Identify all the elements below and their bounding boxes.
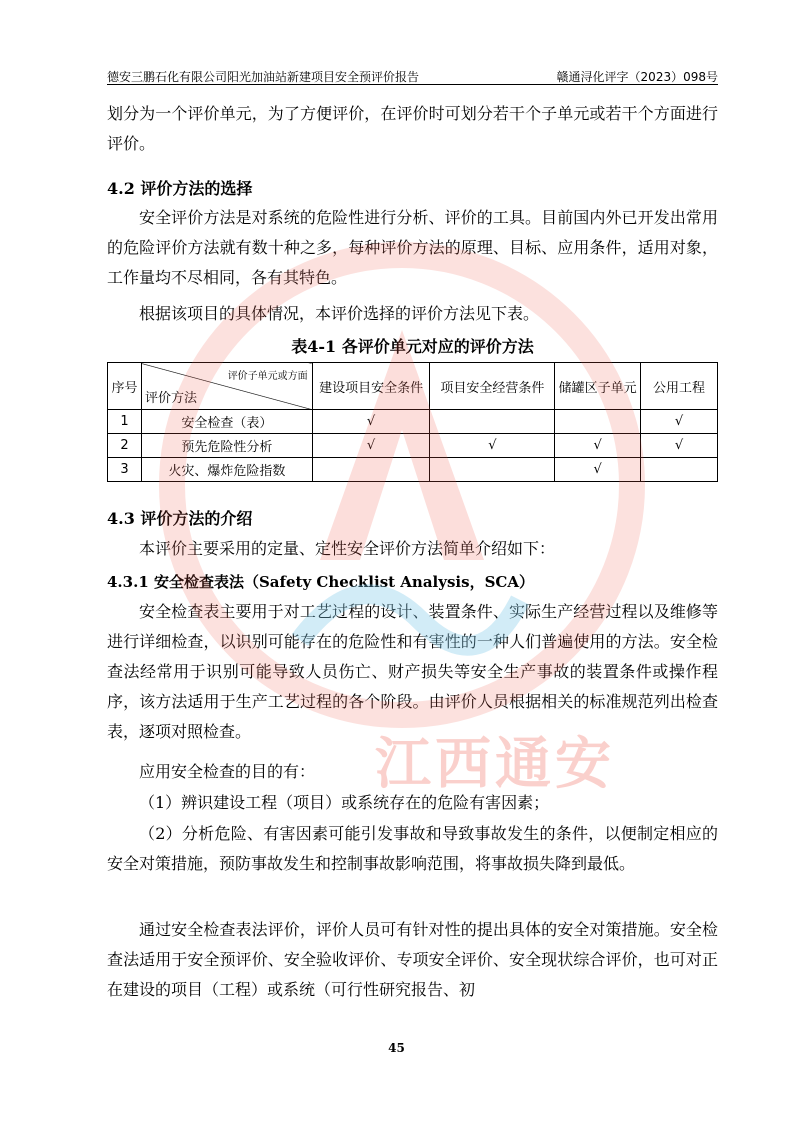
- watermark-text: 江西通安: [375, 732, 615, 797]
- table-cell: √: [312, 434, 430, 458]
- paragraph-unit-division: 划分为一个评价单元，为了方便评价，在评价时可划分若干个子单元或若干个方面进行评价。: [107, 104, 718, 153]
- column-header: 公用工程: [641, 363, 718, 410]
- table-cell: [430, 410, 555, 434]
- table-cell: √: [555, 434, 641, 458]
- column-header: 项目安全经营条件: [430, 363, 555, 410]
- page-number: 45: [388, 1041, 405, 1055]
- table-caption: 表4-1 各评价单元对应的评价方法: [291, 337, 534, 356]
- table-cell: [555, 410, 641, 434]
- row-method: 火灾、爆炸危险指数: [141, 458, 312, 482]
- paragraph-method-selection: 根据该项目的具体情况，本评价选择的评价方法见下表。: [139, 304, 540, 323]
- row-method: 安全检查（表）: [141, 410, 312, 434]
- heading-4-3-1: 4.3.1 安全检查表法（Safety Checklist Analysis，SCA）: [107, 573, 534, 591]
- table-cell: [430, 458, 555, 482]
- table-cell: √: [430, 434, 555, 458]
- column-header: 储罐区子单元: [555, 363, 641, 410]
- table-cell: √: [312, 410, 430, 434]
- row-number: 3: [108, 458, 142, 482]
- paragraph-purpose-item-2: （2）分析危险、有害因素可能引发事故和导致事故发生的条件，以便制定相应的安全对策措施，预防事故发生和控制事故影响范围，将事故损失降到最低。: [107, 824, 718, 873]
- paragraph-method-intro: 本评价主要采用的定量、定性安全评价方法简单介绍如下：: [139, 539, 556, 558]
- row-number: 2: [108, 434, 142, 458]
- row-method: 预先危险性分析: [141, 434, 312, 458]
- row-number: 1: [108, 410, 142, 434]
- table-row: [108, 458, 718, 482]
- table-header-row: [108, 363, 718, 410]
- column-header: 建设项目安全条件: [312, 363, 430, 410]
- table-row: [108, 434, 718, 458]
- paragraph-checklist-purpose: 应用安全检查的目的有：: [139, 762, 316, 781]
- table-row: [108, 410, 718, 434]
- paragraph-methods-overview: 安全评价方法是对系统的危险性进行分析、评价的工具。目前国内外已开发出常用的危险评价方法就有数十种之多，每种评价方法的原理、目标、应用条件，适用对象，工作量均不尽相同，各有其特色。: [107, 208, 718, 287]
- seq-header: 序号: [108, 363, 142, 410]
- diag-header-bottom: 评价方法: [144, 391, 197, 406]
- paragraph-checklist-application: 通过安全检查表法评价，评价人员可有针对性的提出具体的安全对策措施。安全检查法适用于安全预评价、安全验收评价、专项安全评价、安全现状综合评价，也可对正在建设的项目（工程）或系统（可行性研究报告、初: [107, 920, 718, 999]
- evaluation-method-table: [107, 362, 718, 482]
- heading-4-2: 4.2 评价方法的选择: [107, 179, 253, 198]
- table-cell: [312, 458, 430, 482]
- diag-header-top: 评价子单元或方面: [227, 371, 308, 382]
- page-header: [107, 66, 718, 85]
- header-report-title: 德安三鹏石化有限公司阳光加油站新建项目安全预评价报告: [107, 70, 420, 84]
- diagonal-header-cell: [141, 363, 312, 410]
- heading-4-3: 4.3 评价方法的介绍: [107, 509, 253, 528]
- paragraph-purpose-item-1: （1）辨识建设工程（项目）或系统存在的危险有害因素；: [139, 793, 550, 812]
- table-cell: √: [555, 458, 641, 482]
- header-report-number: 赣通浔化评字（2023）098号: [556, 70, 718, 84]
- table-cell: [641, 458, 718, 482]
- table-cell: √: [641, 434, 718, 458]
- paragraph-checklist-description: 安全检查表主要用于对工艺过程的设计、装置条件、实际生产经营过程以及维修等进行详细检查，以识别可能存在的危险性和有害性的一种人们普遍使用的方法。安全检查法经常用于识别可能导致人员伤亡、财产损失等安全生产事故的装置条件或操作程序，该方法适用于生产工艺过程的各个阶段。由评价人员根据相关的标准规范列出检查表，逐项对照检查。: [107, 602, 718, 741]
- table-cell: √: [641, 410, 718, 434]
